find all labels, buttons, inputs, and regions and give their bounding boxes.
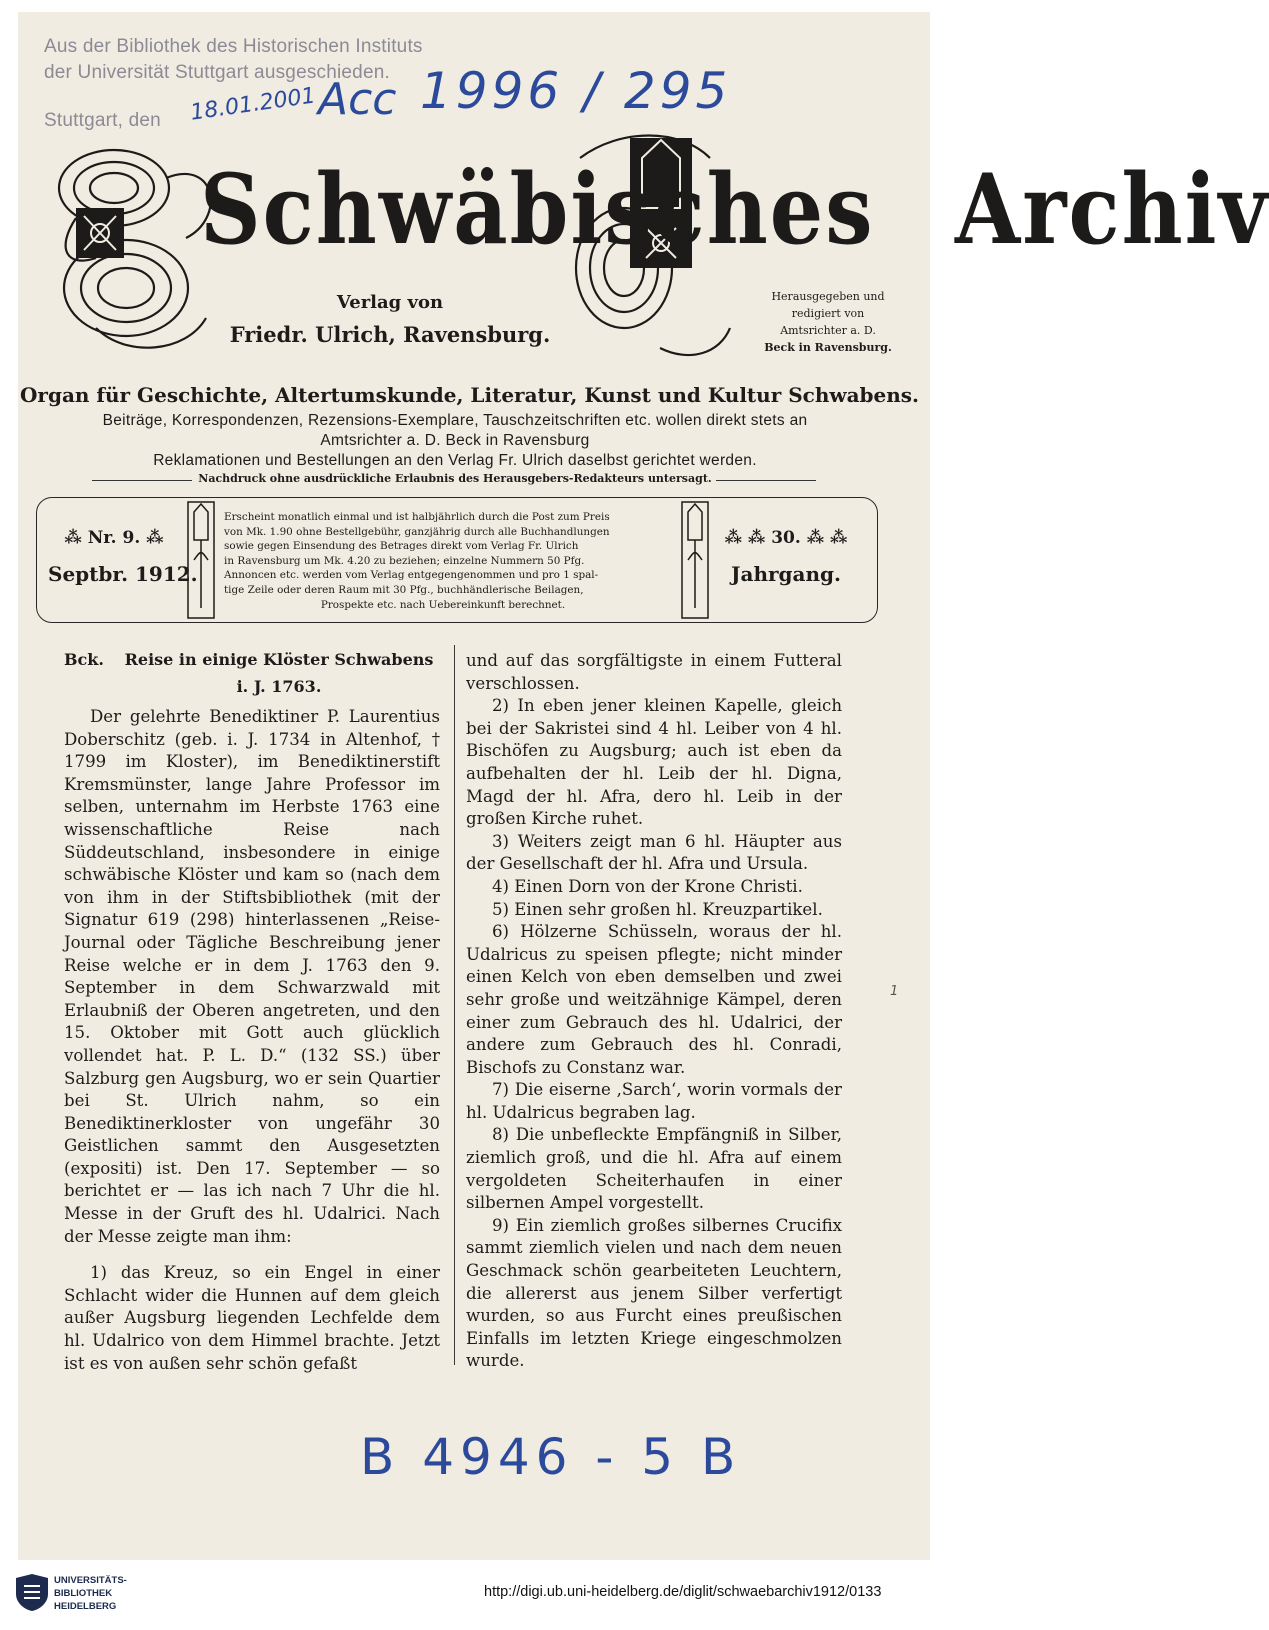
article-column-left	[64, 706, 440, 1375]
title-word-2: Archiv	[955, 152, 1269, 266]
library-stamp-line1: Aus der Bibliothek des Historischen Instituts	[44, 36, 423, 57]
library-name-line3: HEIDELBERG	[54, 1601, 117, 1612]
column-divider	[454, 645, 455, 1365]
paragraph: 5) Einen sehr großen hl. Kreuzpartikel.	[492, 899, 823, 919]
paragraph: 9) Ein ziemlich großes silbernes Crucifix sammt ziemlich vielen und nach dem neuen Geschmack schön gearbeiteten Leuchtern, die allererst aus jenem Silber verfertigt wurden, so aus Furcht eines preußischen Einfalls im letzten Kriege eingeschmolzen wurde.	[466, 1215, 842, 1371]
library-stamp-line3: Stuttgart, den	[44, 110, 161, 131]
handwritten-shelfmark: B 4946 - 5 B	[360, 1428, 742, 1486]
editor-line3: Amtsrichter a. D.	[780, 324, 876, 337]
info-line: von Mk. 1.90 ohne Bestellgebühr, ganzjährig durch alle Buchhandlungen	[224, 525, 610, 538]
nachdruck-notice: Nachdruck ohne ausdrückliche Erlaubnis des Herausgebers-Redakteurs untersagt.	[198, 472, 712, 485]
issue-number: ⁂ Nr. 9. ⁂	[64, 528, 164, 548]
paragraph: Der gelehrte Benediktiner P. Laurentius Doberschitz (geb. i. J. 1734 in Altenhof, † 1799 im Kloster), im Benediktinerstift Kremsmünster, lange Jahre Professor im selben, unternahm im Herbste 1763 eine wissenschaftliche Reise nach Süddeutschland, insbesondere in einige schwäbische Klöster und kam so (nach dem von ihm in der Stiftsbibliothek (mit der Signatur 619 (298) hinterlassenen „Reise-Journal oder Tägliche Beschreibung jener Reise welche er in dem J. 1763 den 9. September in dem Schwarzwald mit Erlaubniß der Oberen angetreten, und den 15. Oktober mit Gott auch glücklich vollendet hat. P. L. D.“ (132 SS.) über Salzburg gen Augsburg, wo er sein Quartier bei St. Ulrich nahm, so ein Benediktinerkloster von ungefähr 30 Geistlichen sammt den Ausgesetzten (expositi) ist. Den 17. September — so berichtet er — las ich nach 7 Uhr die hl. Messe in der Gruft des hl. Udalrici. Nach der Messe zeigte man ihm:	[64, 707, 440, 1246]
paragraph: 1) das Kreuz, so ein Engel in einer Schlacht wider die Hunnen auf dem gleich außer Augsburg liegenden Lechfelde dem hl. Udalrico von dem Himmel brachte. Jetzt ist es von außen sehr schön gefaßt	[64, 1263, 440, 1373]
handwritten-accession: 1996 / 295	[420, 62, 732, 120]
paragraph: 2) In eben jener kleinen Kapelle, gleich bei der Sakristei sind 4 hl. Leiber von 4 hl. Bischöfen zu Augsburg; auch ist eben da aufbehalten der hl. Leib der hl. Digna, Magd der hl. Afra, dero hl. Leib in der großen Kirche ruhet.	[466, 696, 842, 829]
editor-line1: Herausgegeben und	[771, 290, 885, 303]
ornament-column-left	[186, 500, 216, 620]
volume-label: Jahrgang.	[731, 562, 841, 586]
info-line: Annoncen etc. werden vom Verlag entgegengenommen und pro 1 spal-	[224, 569, 599, 582]
ornament-column-right	[680, 500, 710, 620]
source-url-link[interactable]: http://digi.ub.uni-heidelberg.de/diglit/schwaebarchiv1912/0133	[484, 1584, 882, 1600]
info-line: Erscheint monatlich einmal und ist halbjährlich durch die Post zum Preis	[224, 511, 610, 523]
university-library-logo-icon	[14, 1572, 50, 1612]
paragraph: 7) Die eiserne ‚Sarch‘, worin vormals der hl. Udalricus begraben lag.	[466, 1080, 842, 1122]
info-line: Prospekte etc. nach Uebereinkunft berechnet.	[320, 598, 566, 611]
editor-line2: redigiert von	[791, 307, 865, 320]
masthead-title	[200, 152, 1269, 279]
info-line: tige Zeile oder deren Raum mit 30 Pfg., buchhändlerische Beilagen,	[224, 583, 584, 596]
editor-line4: Beck in Ravensburg.	[764, 341, 892, 354]
article-title-line1: Reise in einige Klöster Schwabens	[124, 650, 434, 669]
article-title-line2: i. J. 1763.	[236, 677, 322, 696]
subtitle-line1: Beiträge, Korrespondenzen, Rezensions-Exemplare, Tauschzeitschriften etc. wollen direkt stets an	[102, 412, 808, 429]
volume-number: ⁂ ⁂ 30. ⁂ ⁂	[724, 528, 848, 548]
subtitle-line3: Reklamationen und Bestellungen an den Verlag Fr. Ulrich daselbst gerichtet werden.	[153, 452, 757, 469]
library-name	[54, 1574, 127, 1613]
paragraph: 6) Hölzerne Schüsseln, woraus der hl. Udalricus zu speisen pflegte; nicht minder einen Kelch von eben demselben und zwei sehr große und weitzähnige Kämpel, deren einer zum Gebrauch des hl. Udalrici, der andere zum Gebrauch des hl. Conradi, Bischofs zu Constanz war.	[466, 922, 842, 1077]
issue-date: Septbr. 1912.	[48, 562, 198, 586]
handwritten-initials: Acc	[318, 74, 397, 125]
paragraph: 4) Einen Dorn von der Krone Christi.	[492, 876, 803, 896]
paragraph: 8) Die unbefleckte Empfängniß in Silber, ziemlich groß, und die hl. Afra auf einem vergoldeten Scheiterhaufen in einer silbernen Ampel vorgestellt.	[466, 1125, 842, 1213]
subtitle-line2: Amtsrichter a. D. Beck in Ravensburg	[320, 432, 590, 449]
article-author: Bck.	[64, 650, 104, 669]
verlag-line1: Verlag von	[336, 292, 444, 313]
article-column-right	[466, 650, 842, 1373]
paragraph: 3) Weiters zeigt man 6 hl. Häupter aus der Gesellschaft der hl. Afra und Ursula.	[466, 831, 842, 874]
margin-mark: 1	[890, 984, 899, 999]
organ-line: Organ für Geschichte, Altertumskunde, Literatur, Kunst und Kultur Schwabens.	[20, 383, 920, 407]
subscription-info	[224, 510, 662, 612]
verlag-line2: Friedr. Ulrich, Ravensburg.	[229, 322, 551, 347]
paragraph: und auf das sorgfältigste in einem Futteral verschlossen.	[466, 651, 842, 693]
library-name-line1: UNIVERSITÄTS-	[54, 1575, 127, 1586]
editor-block	[748, 288, 908, 356]
library-stamp-line2: der Universität Stuttgart ausgeschieden.	[44, 62, 390, 83]
info-line: in Ravensburg um Mk. 4.20 zu beziehen; einzelne Nummern 50 Pfg.	[224, 554, 585, 567]
handwritten-date: 18.01.2001	[188, 83, 318, 126]
library-name-line2: BIBLIOTHEK	[54, 1588, 113, 1599]
title-word-1: Schwäbisches	[200, 152, 875, 266]
info-line: sowie gegen Einsendung des Betrages direkt vom Verlag Fr. Ulrich	[224, 540, 579, 553]
